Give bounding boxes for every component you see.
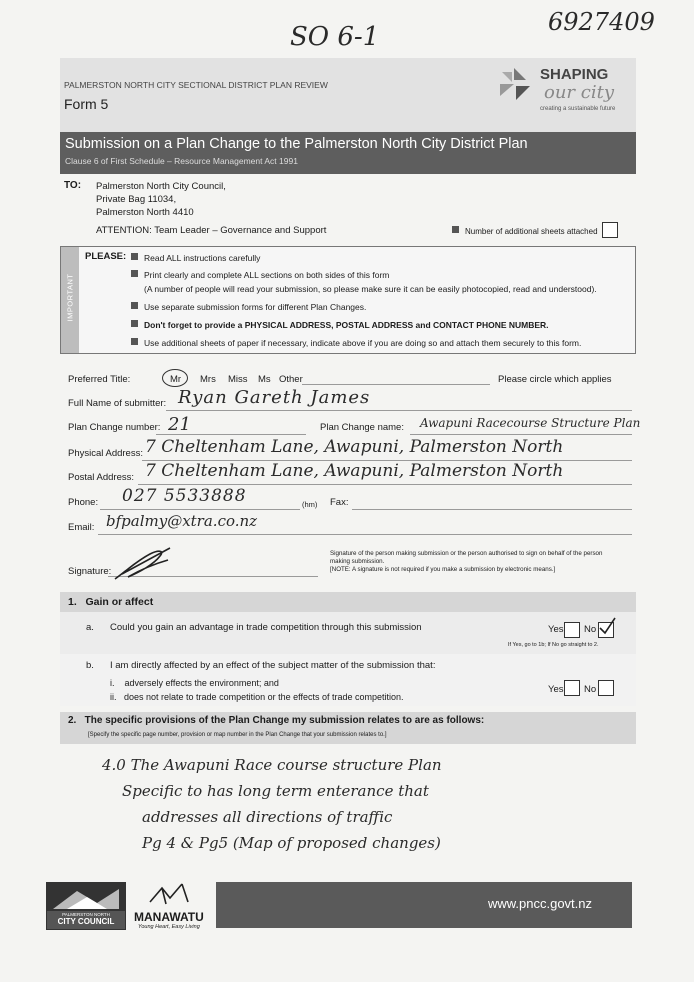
postal-address-line xyxy=(138,484,632,485)
handwritten-line: Pg 4 & Pg5 (Map of proposed changes) xyxy=(142,834,441,852)
important-box xyxy=(60,246,636,354)
title-option-miss[interactable]: Miss xyxy=(228,374,248,385)
signature-note2: [NOTE: A signature is not required if you make a submission by electronic means.] xyxy=(330,566,556,573)
section1b-i: i. adversely effects the environment; and xyxy=(110,678,279,688)
handwritten-line: addresses all directions of traffic xyxy=(142,808,393,826)
section1a-row xyxy=(60,612,636,654)
doc-number-annotation: 6927409 xyxy=(548,8,655,36)
additional-sheets-box[interactable] xyxy=(602,222,618,238)
manawatu-bird-icon xyxy=(140,880,200,910)
section1b-ii: ii. does not relate to trade competition or the effects of trade competition. xyxy=(110,692,404,702)
attention-line: ATTENTION: Team Leader – Governance and Support xyxy=(96,225,327,236)
additional-sheets-label xyxy=(452,226,598,236)
phone-value[interactable]: 027 5533888 xyxy=(122,486,247,506)
section1a-yes-label: Yes xyxy=(548,624,564,635)
council-small: PALMERSTON NORTH xyxy=(62,912,110,917)
council-logo xyxy=(46,882,126,930)
please-label: PLEASE: xyxy=(85,251,127,262)
section1a-note: If Yes, go to 1b; If No go straight to 2. xyxy=(508,642,599,648)
section1a-text: Could you gain an advantage in trade competition through this submission xyxy=(110,622,422,633)
logo-line1: SHAPING xyxy=(540,66,609,83)
form-header xyxy=(60,58,636,132)
section2-handwriting xyxy=(102,752,442,856)
postal-address-value[interactable]: 7 Cheltenham Lane, Awapuni, Palmerston North xyxy=(145,461,564,481)
form-label: Form 5 xyxy=(64,96,109,112)
section1-heading: 1. Gain or affect xyxy=(68,596,154,608)
handwritten-line: Specific to has long term enterance that xyxy=(122,782,429,800)
additional-sheets-text: Number of additional sheets attached xyxy=(465,227,598,236)
plan-change-name-label: Plan Change name: xyxy=(320,422,404,433)
title-option-mr[interactable]: Mr xyxy=(170,374,182,385)
section2-note: [Specify the specific page number, provision or map number in the Plan Change that your submission relates to.] xyxy=(88,732,387,738)
bullet-icon xyxy=(131,338,138,345)
fax-line[interactable] xyxy=(352,509,632,510)
full-name-line xyxy=(166,410,632,411)
shaping-logo-icon xyxy=(496,66,532,102)
section1a-letter: a. xyxy=(86,622,94,633)
important-item: Use separate submission forms for different Plan Changes. xyxy=(131,300,631,314)
signature-note1: Signature of the person making submission or the person authorised to sign on behalf of the person making submission. xyxy=(330,550,603,565)
section1a-no-checkbox[interactable] xyxy=(598,622,614,638)
section1b-no-label: No xyxy=(584,684,597,695)
title-option-ms[interactable]: Ms xyxy=(258,374,271,385)
title-option-other[interactable]: Other xyxy=(279,374,303,385)
circle-note: Please circle which applies xyxy=(498,374,612,385)
preferred-title-label: Preferred Title: xyxy=(68,374,131,385)
to-address xyxy=(96,180,226,219)
signature-label: Signature: xyxy=(68,566,112,577)
bullet-icon xyxy=(131,302,138,309)
section1a-yes-checkbox[interactable] xyxy=(564,622,580,638)
plan-change-name-value[interactable]: Awapuni Racecourse Structure Plan xyxy=(420,416,641,430)
title-banner xyxy=(60,132,636,174)
section2-heading: 2. The specific provisions of the Plan Change my submission relates to are as follows: xyxy=(68,715,485,726)
email-value[interactable]: bfpalmy@xtra.co.nz xyxy=(106,512,258,530)
manawatu-tagline: Young Heart, Easy Living xyxy=(138,924,200,930)
handwritten-line: 4.0 The Awapuni Race course structure Plan xyxy=(102,756,442,774)
physical-address-label: Physical Address: xyxy=(68,448,143,459)
section1b-letter: b. xyxy=(86,660,94,671)
section1b-no-checkbox[interactable] xyxy=(598,680,614,696)
subtitle: Clause 6 of First Schedule – Resource Management Act 1991 xyxy=(65,156,298,166)
other-title-line[interactable] xyxy=(302,384,490,385)
postal-address-label: Postal Address: xyxy=(68,472,135,483)
phone-suffix: (hm) xyxy=(302,500,318,509)
important-item: Print clearly and complete ALL sections on both sides of this form xyxy=(131,268,631,282)
to-line3: Palmerston North 4410 xyxy=(96,207,194,218)
physical-address-value[interactable]: 7 Cheltenham Lane, Awapuni, Palmerston North xyxy=(145,437,564,457)
to-line1: Palmerston North City Council, xyxy=(96,181,226,192)
footer-url-bar xyxy=(216,882,632,928)
signature-scribble-icon[interactable] xyxy=(110,544,180,584)
bullet-icon xyxy=(131,270,138,277)
section1b-text: I am directly affected by an effect of the subject matter of the submission that: xyxy=(110,660,436,671)
section1-heading-bar xyxy=(60,592,636,612)
bullet-icon xyxy=(131,320,138,327)
section1b-yes-checkbox[interactable] xyxy=(564,680,580,696)
full-name-label: Full Name of submitter: xyxy=(68,398,167,409)
logo-tagline: creating a sustainable future xyxy=(540,106,616,112)
logo-line2: our city xyxy=(544,82,614,103)
review-title: PALMERSTON NORTH CITY SECTIONAL DISTRICT PLAN REVIEW xyxy=(64,80,328,90)
footer-url[interactable]: www.pncc.govt.nz xyxy=(487,896,592,911)
important-item-note: (A number of people will read your submission, so please make sure it can be easily photocopied, read and understood). xyxy=(144,284,597,294)
important-item: Read ALL instructions carefully xyxy=(131,251,631,265)
to-line2: Private Bag 11034, xyxy=(96,194,177,205)
section1b-yes-label: Yes xyxy=(548,684,564,695)
plan-change-number-label: Plan Change number: xyxy=(68,422,161,433)
plan-change-name-line xyxy=(410,434,632,435)
important-side-bar xyxy=(61,247,79,353)
bullet-icon xyxy=(452,226,459,233)
main-title: Submission on a Plan Change to the Palmerston North City District Plan xyxy=(65,136,528,152)
council-mountain-icon xyxy=(47,883,125,911)
title-option-mrs[interactable]: Mrs xyxy=(200,374,216,385)
important-item: Don't forget to provide a PHYSICAL ADDRESS, POSTAL ADDRESS and CONTACT PHONE NUMBER. xyxy=(131,318,631,332)
phone-label: Phone: xyxy=(68,497,99,508)
phone-line xyxy=(100,509,300,510)
full-name-value[interactable]: Ryan Gareth James xyxy=(178,387,371,408)
email-line xyxy=(98,534,632,535)
council-big: CITY COUNCIL xyxy=(57,917,115,926)
signature-note xyxy=(330,550,610,574)
bullet-icon xyxy=(131,253,138,260)
fax-label: Fax: xyxy=(330,497,349,508)
title-circle-mark xyxy=(162,369,188,387)
email-label: Email: xyxy=(68,522,95,533)
important-side-label: IMPORTANT xyxy=(65,273,75,322)
section1a-no-label: No xyxy=(584,624,597,635)
to-label: TO: xyxy=(64,180,82,191)
plan-change-number-value[interactable]: 21 xyxy=(168,414,191,435)
section2-heading-bar xyxy=(60,712,636,744)
council-text xyxy=(47,911,125,929)
important-list xyxy=(131,251,631,350)
manawatu-title: MANAWATU xyxy=(134,910,204,924)
top-code-annotation: SO 6-1 xyxy=(290,22,380,52)
section1b-row xyxy=(60,654,636,706)
important-item: Use additional sheets of paper if necessary, indicate above if you are doing so and attach them securely to this form. xyxy=(131,336,631,350)
check-mark-icon xyxy=(597,617,617,637)
